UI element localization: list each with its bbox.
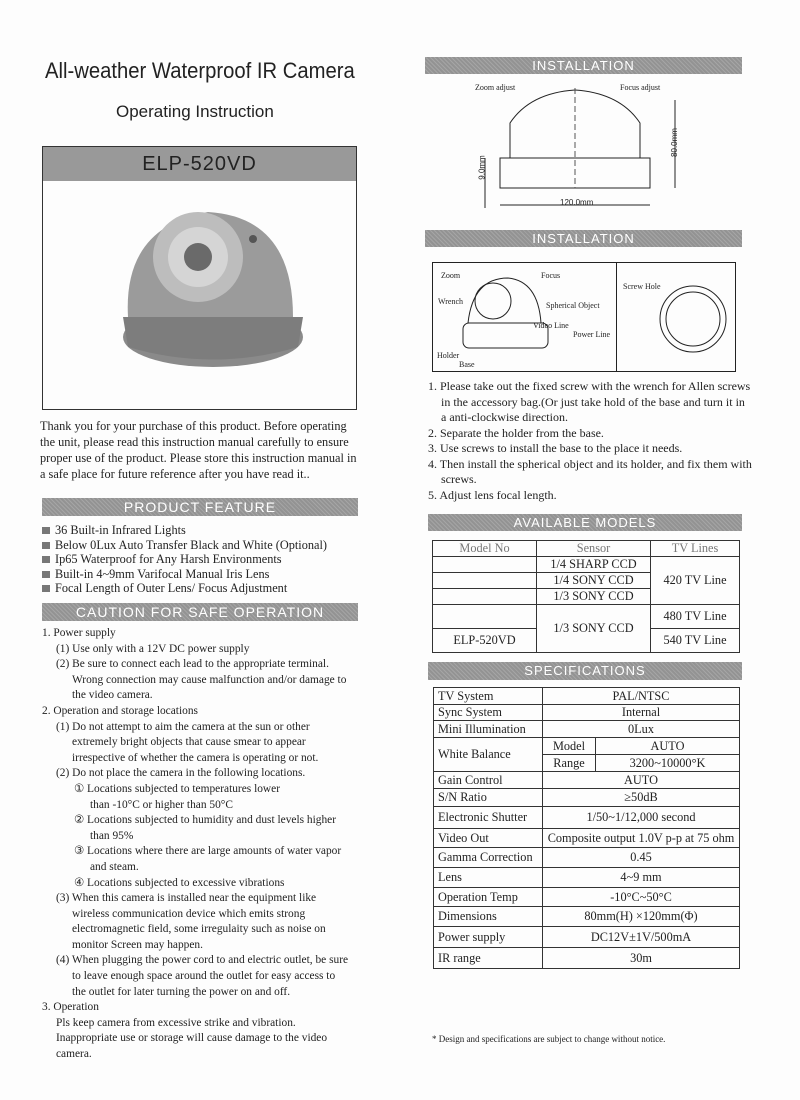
- model-cell: [433, 605, 537, 629]
- spec-label: Video Out: [434, 829, 543, 848]
- feature-list: [42, 523, 327, 596]
- caution-line: Inappropriate use or storage will cause damage to the video: [56, 1032, 328, 1045]
- product-photo-frame: [42, 146, 357, 410]
- spec-row: [434, 868, 740, 888]
- label-power-line: Power Line: [573, 330, 611, 339]
- label-base: Base: [459, 360, 475, 369]
- spec-row: [434, 705, 740, 721]
- tv-lines-cell: 480 TV Line: [651, 605, 740, 629]
- camera-parts-drawing: [453, 273, 573, 363]
- spec-label: IR range: [434, 948, 543, 969]
- spec-value: 1/50~1/12,000 second: [543, 807, 740, 829]
- footnote: * Design and specifications are subject to change without notice.: [432, 1034, 666, 1044]
- spec-label: S/N Ratio: [434, 789, 543, 807]
- spec-row: [434, 688, 740, 705]
- install-step: 2. Separate the holder from the base.: [428, 425, 604, 440]
- label-wrench: Wrench: [438, 297, 463, 306]
- product-feature-heading: PRODUCT FEATURE: [42, 498, 358, 516]
- feature-item: Ip65 Waterproof for Any Harsh Environments: [42, 552, 327, 567]
- caution-line: to leave enough space around the outlet for easy access to: [72, 970, 336, 983]
- spec-value: Internal: [543, 705, 740, 721]
- caution-line: and steam.: [90, 860, 139, 873]
- model-cell: [433, 557, 537, 573]
- available-models-heading: AVAILABLE MODELS: [428, 514, 742, 531]
- caution-line: (2) Be sure to connect each lead to the appropriate terminal.: [56, 658, 329, 671]
- install-step: in the accessory bag.(Or just take hold of the base and turn it in: [441, 394, 745, 409]
- spec-row: [434, 888, 740, 907]
- sensor-cell: 1/3 SONY CCD: [537, 589, 651, 605]
- spec-label: Dimensions: [434, 907, 543, 927]
- label-holder: Holder: [437, 351, 460, 360]
- feature-item: Focal Length of Outer Lens/ Focus Adjustment: [42, 581, 327, 596]
- spec-label: Electronic Shutter: [434, 807, 543, 829]
- installation-steps: [428, 379, 758, 503]
- caution-line: (2) Do not place the camera in the following locations.: [56, 767, 306, 780]
- caution-line: 2. Operation and storage locations: [42, 704, 198, 717]
- spec-row: [434, 907, 740, 927]
- spec-value: DC12V±1V/500mA: [543, 927, 740, 948]
- feature-item: Built-in 4~9mm Varifocal Manual Iris Lens: [42, 567, 327, 582]
- label-screw-hole: Screw Hole: [623, 282, 661, 291]
- caution-line: ② Locations subjected to humidity and dust levels higher: [74, 814, 337, 827]
- spec-value: 0Lux: [543, 721, 740, 738]
- dome-outline: [470, 78, 690, 218]
- spec-label: White Balance: [434, 738, 543, 772]
- spec-row: [434, 829, 740, 848]
- install-step: screws.: [441, 472, 477, 486]
- label-zoom: Zoom: [441, 271, 461, 280]
- camera-photo: [103, 187, 313, 387]
- feature-item: Below 0Lux Auto Transfer Black and White (Optional): [42, 538, 327, 553]
- model-cell: [433, 573, 537, 589]
- installation-heading-2: INSTALLATION: [425, 230, 742, 247]
- document-title: All-weather Waterproof IR Camera: [45, 58, 355, 83]
- caution-line: electromagnetic field, some irregulaity such as noise on: [72, 923, 326, 936]
- caution-line: monitor Screen may happen.: [72, 938, 203, 951]
- spec-row: [434, 772, 740, 789]
- spec-value: Composite output 1.0V p-p at 75 ohm: [543, 829, 740, 848]
- caution-line: (1) Do not attempt to aim the camera at the sun or other: [56, 720, 310, 733]
- feature-item: 36 Built-in Infrared Lights: [42, 523, 327, 538]
- spec-value: 4~9 mm: [543, 868, 740, 888]
- spec-label: Lens: [434, 868, 543, 888]
- models-table: [432, 540, 740, 653]
- spec-sublabel: Model: [543, 738, 596, 755]
- zoom-adjust-label: Zoom adjust: [475, 83, 516, 92]
- spec-row: [434, 721, 740, 738]
- caution-line: extremely bright objects that cause smear to appear: [72, 736, 306, 749]
- caution-line: ③ Locations where there are large amounts of water vapor: [74, 845, 342, 858]
- tv-lines-cell: 420 TV Line: [651, 557, 740, 605]
- focus-adjust-label: Focus adjust: [620, 83, 661, 92]
- height-dimension: 80.0mm: [669, 128, 679, 157]
- mounting-base-drawing: [658, 281, 728, 356]
- install-step: 4. Then install the spherical object and its holder, and fix them with: [428, 456, 752, 471]
- spec-label: Mini Illumination: [434, 721, 543, 738]
- spec-value: AUTO: [596, 738, 740, 755]
- sensor-cell: 1/3 SONY CCD: [537, 605, 651, 653]
- label-spherical-object: Spherical Object: [546, 301, 600, 310]
- dimension-drawing: [470, 78, 690, 218]
- spec-row: [434, 927, 740, 948]
- sensor-cell: 1/4 SONY CCD: [537, 573, 651, 589]
- spec-row: [434, 789, 740, 807]
- spec-row: [434, 848, 740, 868]
- base-dimension: 9.0mm: [477, 155, 487, 180]
- specifications-table: [433, 687, 740, 969]
- caution-line: than -10°C or higher than 50°C: [90, 798, 233, 811]
- document-subtitle: Operating Instruction: [116, 102, 274, 121]
- caution-line: the outlet for later turning the power on and off.: [72, 985, 291, 998]
- caution-line: ① Locations subjected to temperatures lower: [74, 782, 280, 795]
- caution-line: (4) When plugging the power cord to and electric outlet, be sure: [56, 954, 349, 967]
- caution-line: than 95%: [90, 829, 134, 842]
- spec-value: 30m: [543, 948, 740, 969]
- header-sensor: Sensor: [537, 541, 651, 557]
- caution-line: 3. Operation: [42, 1001, 99, 1014]
- installation-heading-1: INSTALLATION: [425, 57, 742, 74]
- caution-line: (3) When this camera is installed near the equipment like: [56, 892, 317, 905]
- caution-line: irrespective of whether the camera is operating or not.: [72, 751, 319, 764]
- model-banner: ELP-520VD: [43, 147, 356, 181]
- tv-lines-cell: 540 TV Line: [651, 629, 740, 653]
- spec-value: -10°C~50°C: [543, 888, 740, 907]
- width-dimension: 120.0mm: [560, 198, 594, 207]
- caution-line: 1. Power supply: [42, 627, 116, 639]
- spec-value: 80mm(H) ×120mm(Φ): [543, 907, 740, 927]
- header-model: Model No: [433, 541, 537, 557]
- spec-value: ≥50dB: [543, 789, 740, 807]
- caution-line: Wrong connection may cause malfunction and/or damage to: [72, 673, 347, 686]
- caution-line: ④ Locations subjected to excessive vibrations: [74, 876, 285, 889]
- caution-heading: CAUTION FOR SAFE OPERATION: [42, 603, 358, 621]
- model-cell: [433, 589, 537, 605]
- caution-line: camera.: [56, 1048, 92, 1061]
- spec-label: Sync System: [434, 705, 543, 721]
- specifications-heading: SPECIFICATIONS: [428, 662, 742, 680]
- caution-line: wireless communication device which emits strong: [72, 907, 306, 920]
- caution-line: Pls keep camera from excessive strike and vibration.: [56, 1016, 296, 1029]
- install-step: 1. Please take out the fixed screw with the wrench for Allen screws: [428, 379, 751, 393]
- header-tv-lines: TV Lines: [651, 541, 740, 557]
- spec-value: PAL/NTSC: [543, 688, 740, 705]
- spec-value: 0.45: [543, 848, 740, 868]
- intro-text: Thank you for your purchase of this product. Before operating the unit, please read this instruction manual carefully to ensure proper use of the product. Please store this instruction manual in a safe place for future reference after you have read it..: [40, 419, 357, 481]
- spec-label: Operation Temp: [434, 888, 543, 907]
- spec-row: [434, 807, 740, 829]
- model-cell: ELP-520VD: [433, 629, 537, 653]
- caution-line: the video camera.: [72, 689, 153, 702]
- spec-value: AUTO: [543, 772, 740, 789]
- spec-label: Gamma Correction: [434, 848, 543, 868]
- spec-label: Gain Control: [434, 772, 543, 789]
- spec-value: 3200~10000°K: [596, 755, 740, 772]
- install-step: 3. Use screws to install the base to the place it needs.: [428, 441, 683, 455]
- caution-list: [42, 626, 362, 1063]
- install-step: a anti-clockwise direction.: [441, 410, 568, 424]
- label-focus: Focus: [541, 271, 561, 280]
- label-video-line: Video Line: [533, 321, 569, 330]
- sensor-cell: 1/4 SHARP CCD: [537, 557, 651, 573]
- spec-sublabel: Range: [543, 755, 596, 772]
- installation-diagram: [432, 262, 736, 372]
- spec-row: [434, 948, 740, 969]
- spec-label: TV System: [434, 688, 543, 705]
- caution-line: (1) Use only with a 12V DC power supply: [56, 642, 250, 655]
- install-step: 5. Adjust lens focal length.: [428, 487, 557, 502]
- spec-label: Power supply: [434, 927, 543, 948]
